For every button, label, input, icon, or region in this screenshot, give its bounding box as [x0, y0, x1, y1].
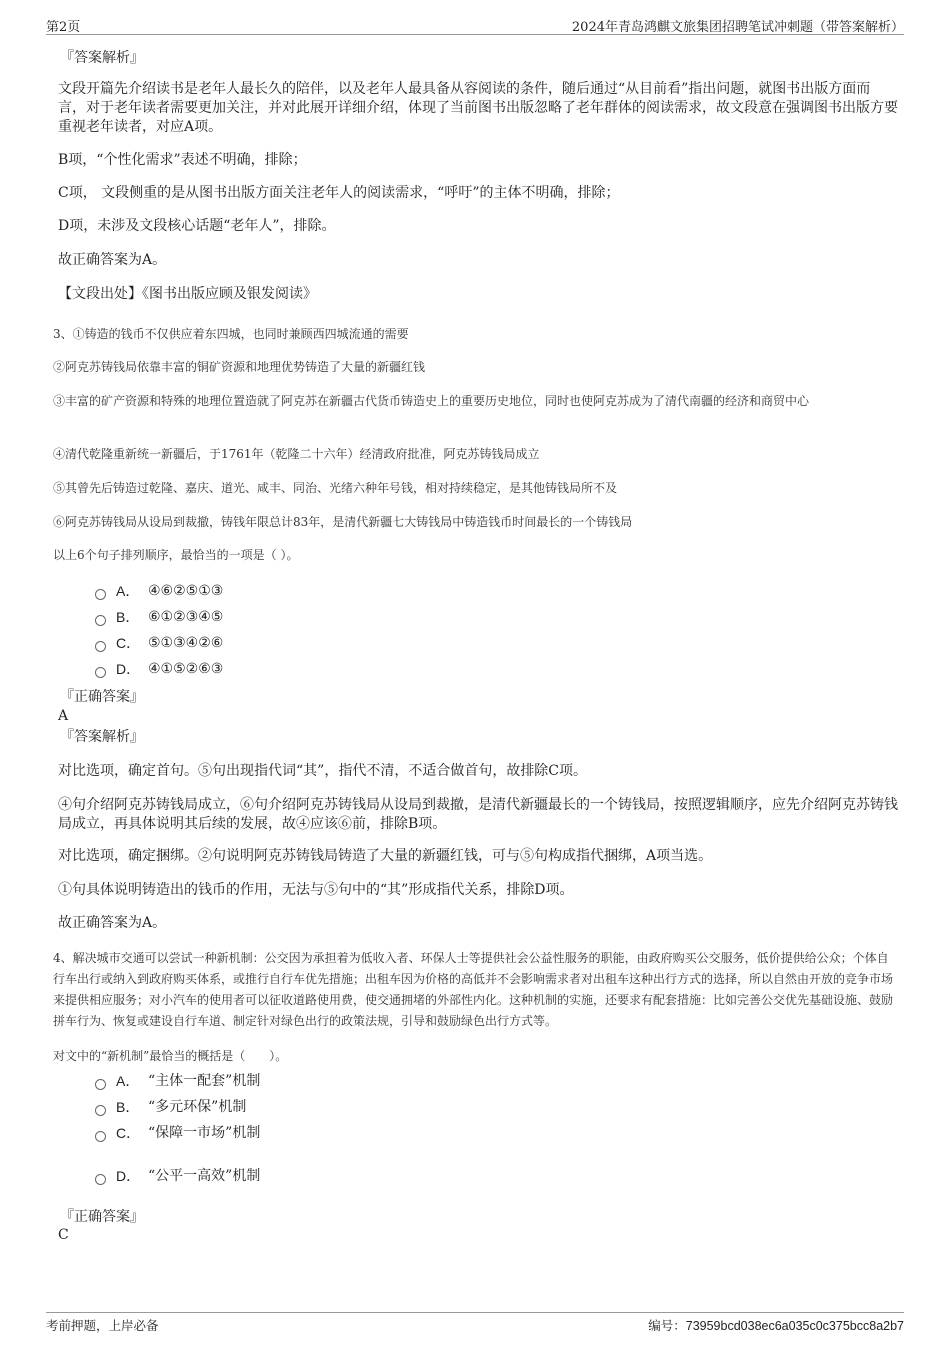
page-footer: [46, 1312, 904, 1333]
option-b[interactable]: [95, 607, 223, 627]
passage-source: 【文段出处】《图书出版应顾及银发阅读》: [58, 286, 317, 302]
radio-button[interactable]: [95, 1079, 106, 1090]
correct-answer-label: 『正确答案』: [60, 689, 144, 705]
option-text: ⑤①③④②⑥: [148, 635, 224, 651]
analysis-paragraph: 对比选项，确定首句。⑤句出现指代词“其”，指代不清，不适合做首句，故排除C项。: [58, 763, 588, 779]
analysis-paragraph: ①句具体说明铸造出的钱币的作用，无法与⑤句中的“其”形成指代关系，排除D项。: [58, 882, 574, 898]
option-letter: A．: [116, 1073, 140, 1089]
option-text: “主体一配套”机制: [148, 1073, 261, 1089]
question-sentence: 3、①铸造的钱币不仅供应着东四城，也同时兼顾西四城流通的需要: [53, 327, 409, 341]
answer-conclusion: 故正确答案为A。: [58, 915, 167, 931]
radio-button[interactable]: [95, 641, 106, 652]
radio-button[interactable]: [95, 667, 106, 678]
radio-button[interactable]: [95, 1105, 106, 1116]
code-label: 编号：: [648, 1318, 686, 1333]
page-header: [46, 14, 904, 35]
analysis-paragraph: D项，未涉及文段核心话题“老年人”，排除。: [58, 218, 336, 234]
page-number: 第2页: [46, 20, 81, 35]
option-text: “公平一高效”机制: [148, 1168, 261, 1184]
option-letter: D．: [116, 661, 141, 677]
correct-answer: C: [58, 1227, 69, 1243]
question-sentence: ④清代乾隆重新统一新疆后，于1761年（乾隆二十六年）经清政府批准，阿克苏铸钱局成立: [53, 447, 540, 461]
question-prompt: 以上6个句子排列顺序，最恰当的一项是（ ）。: [53, 548, 299, 562]
code-value: 73959bcd038ec6a035c0c375bcc8a2b7: [685, 1319, 904, 1333]
question-sentence: ③丰富的矿产资源和特殊的地理位置造就了阿克苏在新疆古代货币铸造史上的重要历史地位，同时也使阿克苏成为了清代南疆的经济和商贸中心: [53, 394, 810, 408]
answer-conclusion: 故正确答案为A。: [58, 252, 167, 268]
question-sentence: ⑥阿克苏铸钱局从设局到裁撤，铸钱年限总计83年，是清代新疆七大铸钱局中铸造钱币时间最长的一个铸钱局: [53, 515, 633, 529]
option-text: ④①⑤②⑥③: [148, 661, 224, 677]
analysis-label: 『答案解析』: [60, 729, 144, 745]
radio-button[interactable]: [95, 589, 106, 600]
analysis-paragraph: C项， 文段侧重的是从图书出版方面关注老年人的阅读需求，“呼吁”的主体不明确，排除；: [58, 185, 620, 201]
question-sentence: ②阿克苏铸钱局依靠丰富的铜矿资源和地理优势铸造了大量的新疆红钱: [53, 360, 426, 374]
analysis-paragraph: ④句介绍阿克苏铸钱局成立，⑥句介绍阿克苏铸钱局从设局到裁撤，是清代新疆最长的一个铸钱局，按照逻辑顺序，应先介绍阿克苏铸钱局成立，再具体说明其后续的发展，故④应该⑥前，排除B项。: [58, 797, 898, 832]
option-letter: B．: [116, 609, 140, 625]
option-a[interactable]: [95, 581, 223, 601]
correct-answer-label: 『正确答案』: [60, 1209, 144, 1225]
option-c[interactable]: [95, 1123, 260, 1143]
option-letter: A．: [116, 583, 140, 599]
radio-button[interactable]: [95, 1174, 106, 1185]
option-text: “多元环保”机制: [148, 1099, 247, 1115]
question-sentence: ⑤其曾先后铸造过乾隆、嘉庆、道光、咸丰、同治、光绪六种年号钱，相对持续稳定，是其他铸钱局所不及: [53, 481, 618, 495]
radio-button[interactable]: [95, 1131, 106, 1142]
analysis-paragraph: 文段开篇先介绍读书是老年人最长久的陪伴，以及老年人最具备从容阅读的条件，随后通过“从目前看”指出问题，就图书出版方面而言，对于老年读者需要更加关注，并对此展开详细介绍，体现了当前图书出版忽略了老年群体的阅读需求，故文段意在强调图书出版方要重视老年读者，对应A项。: [58, 81, 898, 135]
option-text: ④⑥②⑤①③: [148, 583, 224, 599]
question-prompt: 对文中的“新机制”最恰当的概括是（ ）。: [53, 1049, 288, 1063]
correct-answer: A: [58, 708, 69, 724]
option-a[interactable]: [95, 1071, 260, 1091]
analysis-paragraph: B项，“个性化需求”表述不明确，排除；: [58, 152, 307, 168]
option-letter: B．: [116, 1099, 140, 1115]
radio-button[interactable]: [95, 615, 106, 626]
document-title: 2024年青岛鸿麒文旅集团招聘笔试冲刺题（带答案解析）: [571, 20, 904, 35]
option-c[interactable]: [95, 633, 223, 653]
option-d[interactable]: [95, 1166, 260, 1186]
option-d[interactable]: [95, 659, 223, 679]
option-text: ⑥①②③④⑤: [148, 609, 224, 625]
option-text: “保障一市场”机制: [148, 1125, 261, 1141]
document-code: [648, 1316, 904, 1334]
option-letter: C．: [116, 1125, 141, 1141]
footer-slogan: 考前押题，上岸必备: [46, 1318, 159, 1333]
question-stem: 4、解决城市交通可以尝试一种新机制：公交因为承担着为低收入者、环保人士等提供社会公益性服务的职能，由政府购买公交服务，低价提供给公众；个体自行车出行或纳入到政府购买体系，或推行自行车优先措施；出租车因为价格的高低并不会影响需求者对出租车这种出行方式的选择，所以自然由开放的竞争市场来提供相应服务；对小汽车的使用者可以征收道路使用费，使交通拥堵的外部性内化。这种机制的实施，还要求有配套措施：比如完善公交优先基础设施、鼓励拼车行为、恢复或建设自行车道、制定针对绿色出行的政策法规，引导和鼓励绿色出行方式等。: [53, 951, 894, 1028]
analysis-paragraph: 对比选项，确定捆绑。②句说明阿克苏铸钱局铸造了大量的新疆红钱，可与⑤句构成指代捆绑，A项当选。: [58, 848, 713, 864]
option-letter: D．: [116, 1168, 141, 1184]
option-b[interactable]: [95, 1097, 246, 1117]
analysis-label: 『答案解析』: [60, 50, 144, 66]
option-letter: C．: [116, 635, 141, 651]
